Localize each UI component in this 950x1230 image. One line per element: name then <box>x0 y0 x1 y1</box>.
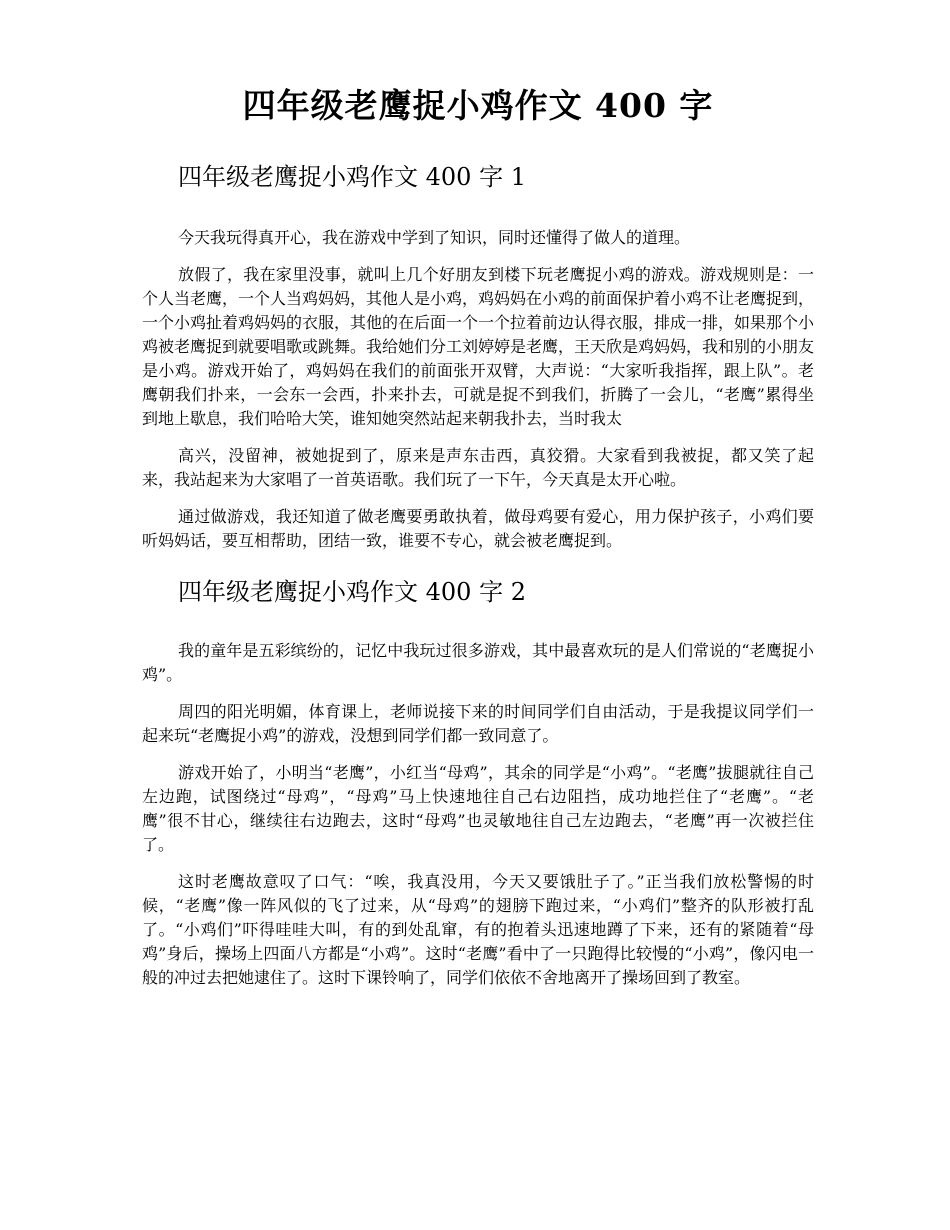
paragraph: 我的童年是五彩缤纷的，记忆中我玩过很多游戏，其中最喜欢玩的是人们常说的“老鹰捉小鸡”。 <box>142 641 814 684</box>
section-heading: 四年级老鹰捉小鸡作文 400 字 2 <box>178 578 526 606</box>
section-heading: 四年级老鹰捉小鸡作文 400 字 1 <box>178 163 526 191</box>
essay-section-2 <box>142 576 814 990</box>
paragraph: 周四的阳光明媚，体育课上，老师说接下来的时间同学们自由活动，于是我提议同学们一起来玩“老鹰捉小鸡”的游戏，没想到同学们都一致同意了。 <box>142 702 814 745</box>
paragraph: 游戏开始了，小明当“老鹰”，小红当“母鸡”，其余的同学是“小鸡”。“老鹰”拔腿就往自己左边跑，试图绕过“母鸡”，“母鸡”马上快速地往自己右边阻挡，成功地拦住了“老鹰”。“老鹰”很不甘心，继续往右边跑去，这时“母鸡”也灵敏地往自己左边跑去，“老鹰”再一次被拦住了。 <box>142 763 814 854</box>
paragraph: 放假了，我在家里没事，就叫上几个好朋友到楼下玩老鹰捉小鸡的游戏。游戏规则是：一个人当老鹰，一个人当鸡妈妈，其他人是小鸡，鸡妈妈在小鸡的前面保护着小鸡不让老鹰捉到，一个小鸡扯着鸡妈妈的衣服，其他的在后面一个一个拉着前边认得衣服，排成一排，如果那个小鸡被老鹰捉到就要唱歌或跳舞。我给她们分工刘婷婷是老鹰，王天欣是鸡妈妈，我和别的小朋友是小鸡。游戏开始了，鸡妈妈在我们的前面张开双臂，大声说：“大家听我指挥，跟上队”。老鹰朝我们扑来，一会东一会西，扑来扑去，可就是捉不到我们，折腾了一会儿，“老鹰”累得坐到地上歇息，我们哈哈大笑，谁知她突然站起来朝我扑去，当时我太 <box>142 265 815 428</box>
paragraph: 通过做游戏，我还知道了做老鹰要勇敢执着，做母鸡要有爱心，用力保护孩子，小鸡们要听妈妈话，要互相帮助，团结一致，谁要不专心，就会被老鹰捉到。 <box>142 507 814 550</box>
essay-section-1 <box>142 161 814 553</box>
paragraph: 这时老鹰故意叹了口气：“唉，我真没用，今天又要饿肚子了。”正当我们放松警惕的时候，“老鹰”像一阵风似的飞了过来，从“母鸡”的翅膀下跑过来，“小鸡们”整齐的队形被打乱了。“小鸡们”吓得哇哇大叫，有的到处乱窜，有的抱着头迅速地蹲了下来，还有的紧随着“母鸡”身后，操场上四面八方都是“小鸡”。这时“老鹰”看中了一只跑得比较慢的“小鸡”，像闪电一般的冲过去把她逮住了。这时下课铃响了，同学们依依不舍地离开了操场回到了教室。 <box>142 872 814 987</box>
document-page <box>142 0 814 990</box>
document-title: 四年级老鹰捉小鸡作文 400 字 <box>242 86 714 125</box>
paragraph: 高兴，没留神，被她捉到了，原来是声东击西，真狡猾。大家看到我被捉，都又笑了起来，我站起来为大家唱了一首英语歌。我们玩了一下午，今天真是太开心啦。 <box>142 446 814 489</box>
paragraph: 今天我玩得真开心，我在游戏中学到了知识，同时还懂得了做人的道理。 <box>178 228 691 247</box>
